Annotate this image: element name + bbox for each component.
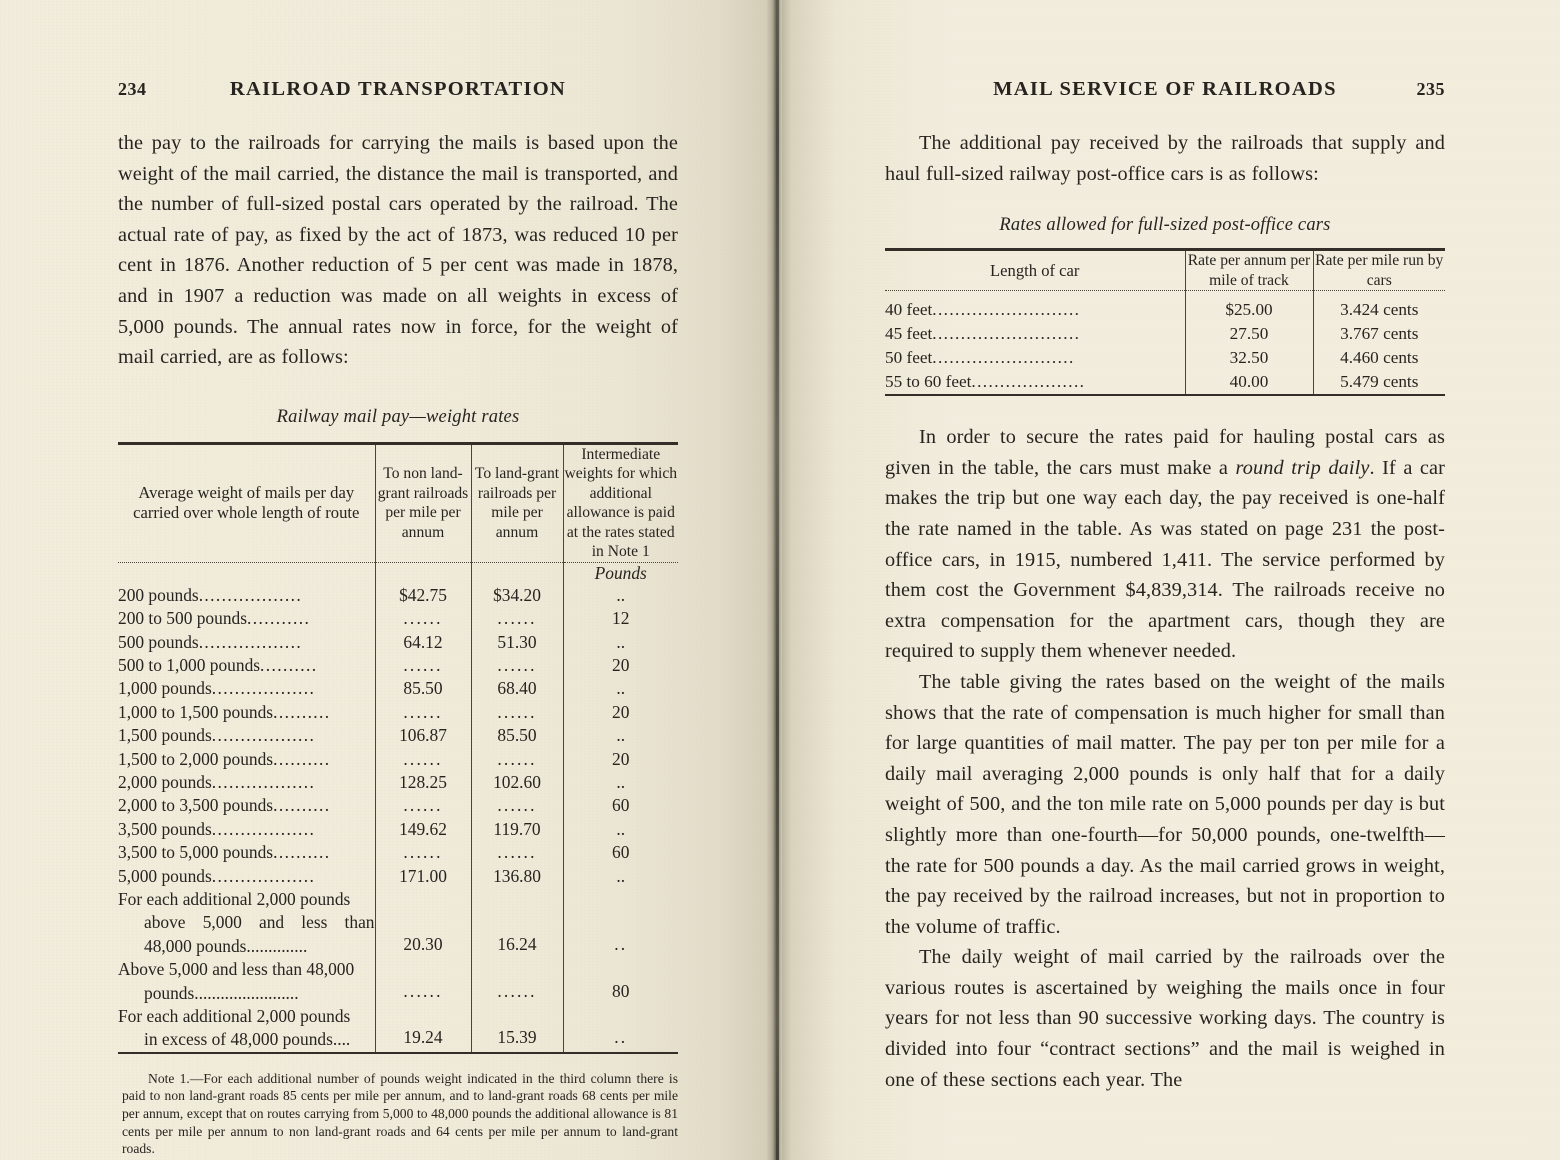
row-label-text: 1,500 pounds — [118, 725, 212, 746]
table-row — [885, 346, 1445, 370]
cell-rate-per-mile: 3.767 cents — [1313, 322, 1445, 346]
cell-non-land-grant: $42.75 — [375, 584, 471, 607]
cell-intermediate: .. — [563, 888, 678, 958]
table-row — [885, 298, 1445, 322]
row-label-multiline — [118, 958, 375, 1005]
leader-dots: .... — [332, 1029, 351, 1050]
cell-intermediate: 12 — [563, 607, 678, 630]
table-row — [118, 865, 678, 888]
leader-dots: .................. — [211, 678, 316, 699]
row-label — [118, 701, 375, 724]
cell-rate-per-mile: 4.460 cents — [1313, 346, 1445, 370]
cell-intermediate: .. — [563, 677, 678, 700]
row-label-text: 200 pounds — [118, 584, 199, 605]
cell-intermediate: .. — [563, 631, 678, 654]
leader-dots: .................. — [211, 865, 316, 886]
right-paragraph-1: The additional pay received by the railroads that supply and haul full-sized railway post-office cars is as follows: — [885, 132, 1445, 185]
table-row-multiline — [118, 1005, 678, 1053]
footnote-text: Note 1.—For each additional number of pounds weight indicated in the third column there is paid to non land-grant roads 85 cents per mile per annum, and to land-grant roads 68 cents per mile per annum, except that on routes carrying from 5,000 to 48,000 pounds the additional allowance is 81 cents per mile per annum to non land-grant roads and 64 cents per mile per annum to land-grant roads. — [122, 1070, 678, 1157]
table-row — [118, 584, 678, 607]
leader-dots: .................. — [211, 725, 316, 746]
cell-land-grant: ...... — [471, 794, 563, 817]
table-row — [118, 818, 678, 841]
cell-land-grant: 136.80 — [471, 865, 563, 888]
post-office-car-rates-table — [885, 248, 1445, 396]
cell-non-land-grant: 128.25 — [375, 771, 471, 794]
cell-rate-per-mile: 3.424 cents — [1313, 298, 1445, 322]
cell-non-land-grant: ...... — [375, 701, 471, 724]
row-label-line-3: pounds........................ — [144, 982, 299, 1003]
cell-land-grant: 15.39 — [471, 1005, 563, 1053]
row-label-text: 500 to 1,000 pounds — [118, 654, 261, 675]
leader-dots: ........................ — [194, 982, 299, 1003]
right-running-head — [885, 78, 1445, 104]
row-label-text: 2,000 pounds — [118, 772, 212, 792]
cell-rate-per-mile: 5.479 cents — [1313, 370, 1445, 395]
table-row-multiline — [118, 958, 678, 1005]
cell-rate-per-annum: 40.00 — [1185, 370, 1313, 395]
cell-land-grant: 51.30 — [471, 631, 563, 654]
table-row — [118, 631, 678, 654]
cell-land-grant: $34.20 — [471, 584, 563, 607]
cell-land-grant: ...... — [471, 701, 563, 724]
right-paragraph-4: The daily weight of mail carried by the railroads over the various routes is ascertained by weighing the mails once in four years for not less than 90 successive working days. The country is divided into four “contract sections” and the mail is weighed in one of these sections each year. The — [885, 946, 1445, 1091]
leader-dots: .................. — [198, 631, 303, 652]
cell-non-land-grant: 106.87 — [375, 724, 471, 747]
table-row — [118, 677, 678, 700]
row-label-text: 55 to 60 feet — [885, 372, 972, 392]
row-label-text: 3,500 pounds — [118, 818, 212, 839]
cell-intermediate: 20 — [563, 748, 678, 771]
units-pounds: Pounds — [563, 563, 678, 584]
leader-dots: .......................... — [932, 300, 1081, 320]
header-length-of-car: Length of car — [990, 260, 1080, 280]
row-label — [118, 654, 375, 677]
cell-intermediate: .. — [563, 584, 678, 607]
row-label — [118, 607, 375, 630]
right-page-textblock — [885, 78, 1445, 1095]
cell-intermediate: .. — [563, 771, 678, 794]
leader-dots: .................... — [971, 372, 1086, 392]
t2-header-row — [885, 251, 1445, 291]
leader-dots: .................. — [198, 584, 303, 605]
cell-intermediate: 60 — [563, 841, 678, 864]
cell-land-grant: 85.50 — [471, 724, 563, 747]
cell-intermediate: .. — [563, 1005, 678, 1053]
row-label-line-1: Above 5,000 and less than 48,000 — [118, 959, 355, 980]
row-label — [885, 322, 1185, 346]
row-label — [118, 677, 375, 700]
table-row — [118, 794, 678, 817]
row-label-text: 2,000 to 3,500 pounds — [118, 795, 274, 816]
cell-rate-per-annum: 27.50 — [1185, 322, 1313, 346]
table-row-multiline — [118, 888, 678, 958]
leader-dots: ........... — [247, 608, 311, 629]
cell-intermediate: 60 — [563, 794, 678, 817]
cell-land-grant: 16.24 — [471, 888, 563, 958]
table-units-row — [118, 563, 678, 584]
table-row — [118, 841, 678, 864]
row-label — [885, 298, 1185, 322]
t2-spacer — [885, 291, 1445, 298]
row-label — [118, 771, 375, 794]
cell-land-grant: ...... — [471, 841, 563, 864]
p2-part-b: . If a car makes the trip but one way each day, the pay received is one-half the rate named in the table. As was stated on page 231 the post-office cars, in 1915, numbered 1,411. The service performed by them cost the Government $4,839,314. The railroads receive no extra compensation for the apartment cars, though they are required to supply them whenever needed. — [885, 456, 1445, 663]
table-row — [118, 701, 678, 724]
right-paragraph-2 — [885, 422, 1445, 667]
cell-non-land-grant: 85.50 — [375, 677, 471, 700]
leader-dots: .......... — [273, 795, 331, 816]
header-rate-per-annum: Rate per annum per mile of track — [1185, 251, 1313, 291]
cell-non-land-grant: ...... — [375, 607, 471, 630]
railway-mail-pay-table — [118, 442, 678, 1054]
p2-part-a: In order to secure the rates paid for hauling postal cars as given in the table, the cars must make a — [885, 426, 1445, 479]
cell-non-land-grant: 19.24 — [375, 1005, 471, 1053]
row-label — [118, 865, 375, 888]
cell-intermediate: .. — [563, 724, 678, 747]
right-paragraph-3: The table giving the rates based on the weight of the mails shows that the rate of compensation is much higher for small than for large quantities of mail matter. The pay per ton per mile for a daily mail averaging 2,000 pounds is only half that for a daily weight of 500, and the ton mile rate on 5,000 pounds per day is but slightly more than one-fourth—for 50,000 pounds, one-twelfth—the rate for 500 pounds a day. As the mail carried grows in weight, the pay received by the railroad increases, but not in proportion to the volume of traffic. — [885, 670, 1445, 938]
left-table-caption: Railway mail pay—weight rates — [276, 406, 520, 427]
cell-intermediate: 80 — [563, 958, 678, 1005]
table-row — [885, 322, 1445, 346]
p2-emphasis-round-trip-daily: round trip daily — [1235, 456, 1370, 479]
row-label — [118, 818, 375, 841]
row-label — [885, 370, 1185, 395]
row-label-text: 1,000 pounds — [118, 678, 212, 699]
row-label-line-3: in excess of 48,000 pounds.... — [144, 1029, 351, 1050]
row-label-text: 45 feet — [885, 324, 933, 344]
table-row — [118, 654, 678, 677]
leader-dots: .......... — [273, 748, 331, 769]
left-paragraph-1: the pay to the railroads for carrying the mails is based upon the weight of the mail carried, the distance the mail is transported, and the number of full-sized postal cars operated by the railroad. The actual rate of pay, as fixed by the act of 1873, was reduced 10 per cent in 1876. Another reduction of 5 per cent was made in 1878, and in 1907 a reduction was made on all weights in excess of 5,000 pounds. The annual rates now in force, for the weight of mail carried, are as follows: — [118, 132, 678, 369]
cell-non-land-grant: ...... — [375, 958, 471, 1005]
right-table-caption: Rates allowed for full-sized post-office cars — [999, 215, 1331, 236]
row-label-line-1: For each additional 2,000 pounds — [118, 1006, 351, 1027]
cell-intermediate: 20 — [563, 654, 678, 677]
row-label-line-1: For each additional 2,000 pounds — [118, 889, 351, 910]
leader-dots: .................. — [211, 772, 316, 792]
leader-dots: .......................... — [932, 324, 1081, 344]
row-label — [118, 841, 375, 864]
leader-dots: .............. — [246, 935, 308, 956]
row-label-line-3: 48,000 pounds.............. — [144, 935, 308, 956]
cell-non-land-grant: 171.00 — [375, 865, 471, 888]
row-label-text: 50 feet — [885, 348, 933, 368]
row-label — [118, 631, 375, 654]
row-label-text: 5,000 pounds — [118, 865, 212, 886]
cell-non-land-grant: ...... — [375, 841, 471, 864]
table-row — [118, 771, 678, 794]
cell-non-land-grant: 20.30 — [375, 888, 471, 958]
header-intermediate-weights: Intermediate weights for which additional allowance is paid at the rates stated in Note 1 — [564, 445, 678, 561]
cell-rate-per-annum: 32.50 — [1185, 346, 1313, 370]
leader-dots: .......... — [273, 842, 331, 863]
cell-land-grant: 119.70 — [471, 818, 563, 841]
table-row — [885, 370, 1445, 395]
left-running-title: RAILROAD TRANSPORTATION — [229, 78, 567, 100]
t2-body-rows — [885, 298, 1445, 395]
row-label — [118, 794, 375, 817]
right-running-title: MAIL SERVICE OF RAILROADS — [993, 78, 1337, 100]
cell-land-grant: ...... — [471, 654, 563, 677]
left-folio: 234 — [118, 79, 147, 99]
row-label-text: 1,000 to 1,500 pounds — [118, 701, 274, 722]
cell-rate-per-annum: $25.00 — [1185, 298, 1313, 322]
cell-intermediate: 20 — [563, 701, 678, 724]
cell-intermediate: .. — [563, 865, 678, 888]
row-label-multiline — [118, 1005, 375, 1053]
leader-dots: ......................... — [932, 348, 1075, 368]
table-row — [118, 724, 678, 747]
row-label — [118, 748, 375, 771]
cell-land-grant: 68.40 — [471, 677, 563, 700]
cell-land-grant: ...... — [471, 748, 563, 771]
leader-dots: .......... — [273, 701, 331, 722]
cell-land-grant: ...... — [471, 607, 563, 630]
cell-non-land-grant: 64.12 — [375, 631, 471, 654]
table-header-row — [118, 445, 678, 563]
row-label-text: 1,500 to 2,000 pounds — [118, 748, 274, 769]
leader-dots: .................. — [211, 818, 316, 839]
row-label — [885, 346, 1185, 370]
row-label-text: 200 to 500 pounds — [118, 608, 247, 629]
row-label-text: 40 feet — [885, 300, 933, 320]
row-label-multiline — [118, 888, 375, 958]
table-body-simple-rows — [118, 584, 678, 888]
header-average-weight: Average weight of mails per day carried over whole length of route — [133, 483, 360, 523]
header-rate-per-mile: Rate per mile run by cars — [1313, 251, 1445, 291]
row-label-line-2: above 5,000 and less than — [144, 912, 375, 933]
row-label — [118, 584, 375, 607]
left-running-head — [118, 78, 678, 104]
cell-land-grant: ...... — [471, 958, 563, 1005]
table-row — [118, 748, 678, 771]
left-table-footnote — [118, 1070, 678, 1158]
right-folio: 235 — [1416, 79, 1445, 99]
cell-non-land-grant: 149.62 — [375, 818, 471, 841]
row-label-text: 3,500 to 5,000 pounds — [118, 842, 274, 863]
cell-non-land-grant: ...... — [375, 654, 471, 677]
book-spine-line — [776, 0, 779, 1160]
header-non-land-grant: To non land-grant railroads per mile per annum — [375, 445, 471, 563]
row-label — [118, 724, 375, 747]
leader-dots: .......... — [260, 654, 318, 675]
cell-intermediate: .. — [563, 818, 678, 841]
row-label-text: 500 pounds — [118, 631, 199, 652]
left-page-textblock — [118, 78, 678, 1158]
table-row — [118, 607, 678, 630]
cell-non-land-grant: ...... — [375, 794, 471, 817]
header-land-grant: To land-grant railroads per mile per annum — [471, 445, 563, 563]
cell-land-grant: 102.60 — [471, 771, 563, 794]
table-body-multiline-rows — [118, 888, 678, 1053]
cell-non-land-grant: ...... — [375, 748, 471, 771]
